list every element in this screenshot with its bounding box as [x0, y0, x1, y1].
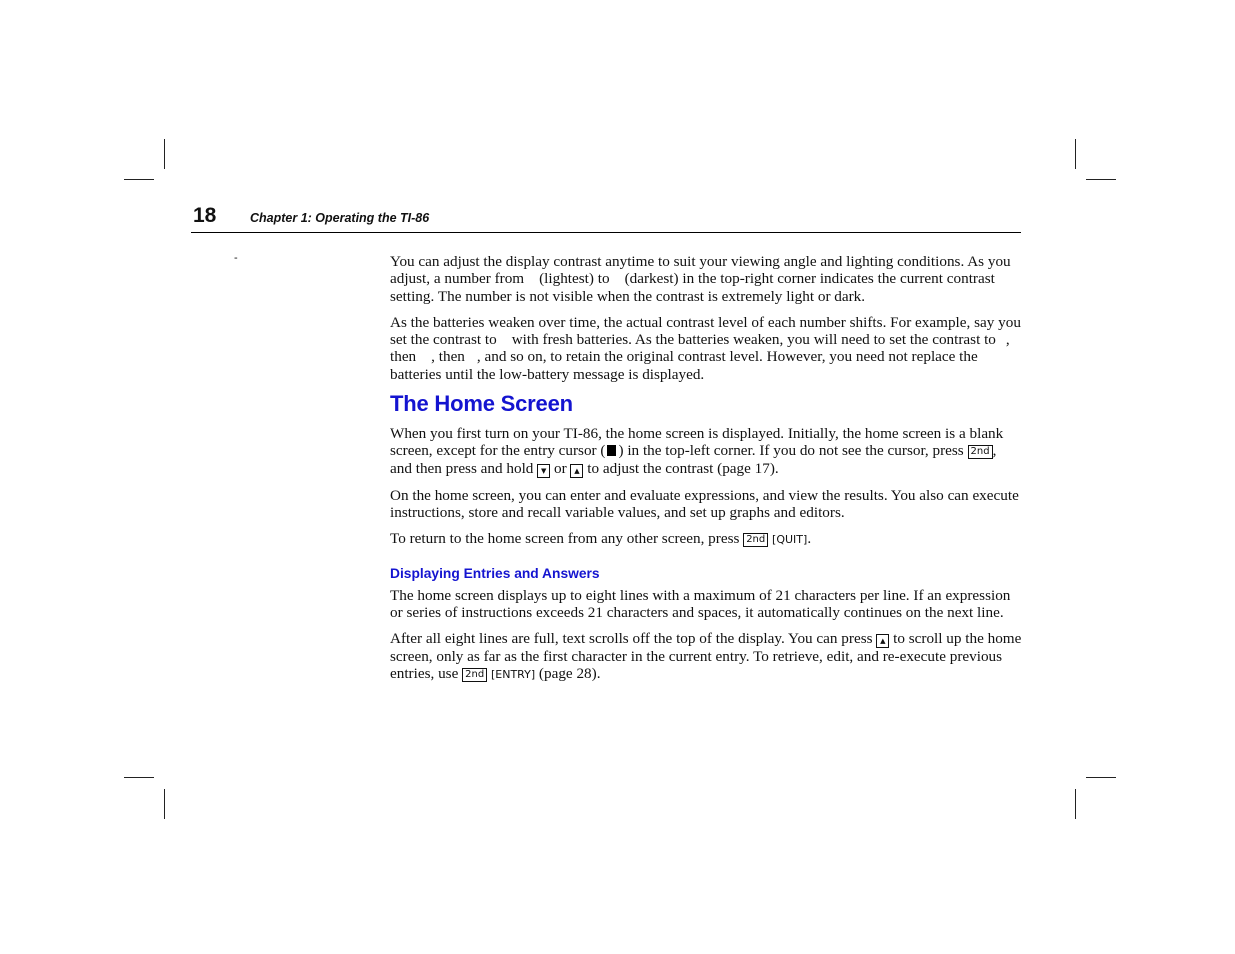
quit-key: [QUIT] [772, 533, 808, 547]
crop-mark [124, 179, 154, 180]
second-key: 2nd [462, 668, 487, 682]
arrow-down-icon: ▼ [537, 464, 550, 478]
contrast-paragraph-2: As the batteries weaken over time, the actual contrast level of each number shifts. For example, say you set the contrast to with fresh batteries. As the batteries weaken, you will need to set the contrast to , then , then , and so on, to retain the original contrast level. However, you need not replace the batteries until the low-battery message is displayed. [390, 313, 1021, 383]
second-key: 2nd [968, 445, 993, 459]
displaying-paragraph-1: The home screen displays up to eight lines with a maximum of 21 characters per line. If an expression or series of instructions exceeds 21 characters and spaces, it automatically continues on the next line. [390, 586, 1011, 621]
margin-mark: - [234, 252, 238, 264]
page-number: 18 [193, 204, 217, 227]
crop-mark [1075, 139, 1076, 169]
home-screen-paragraph-2: On the home screen, you can enter and evaluate expressions, and view the results. You also can execute instructions, store and recall variable values, and set up graphs and editors. [390, 486, 1019, 521]
entry-cursor-icon [607, 445, 616, 456]
chapter-title: Chapter 1: Operating the TI-86 [250, 211, 430, 225]
arrow-up-icon: ▲ [876, 634, 889, 648]
displaying-paragraph-2: After all eight lines are full, text scrolls off the top of the display. You can press ▲ to scroll up the home screen, only as far as the first character in the current entry. To retrieve, edit, and re-execute previous entries, use 2nd [ENTRY] (page 28). [390, 630, 1022, 683]
section-title-home-screen: The Home Screen [390, 391, 573, 417]
subsection-title-displaying: Displaying Entries and Answers [390, 565, 600, 581]
crop-mark [164, 139, 165, 169]
home-screen-paragraph-3: To return to the home screen from any other screen, press 2nd [QUIT]. [390, 530, 812, 548]
crop-mark [1086, 179, 1116, 180]
home-screen-paragraph-1: When you first turn on your TI-86, the home screen is displayed. Initially, the home screen is a blank screen, except for the entry cursor ( ) in the top-left corner. If you do not see the cursor, press 2nd , and then press and hold ▼ or ▲ to adjust the contrast (page 17). [390, 425, 1004, 477]
crop-mark [124, 777, 154, 778]
contrast-paragraph-1: You can adjust the display contrast anytime to suit your viewing angle and lighting conditions. As you adjust, a number from (lightest) to (darkest) in the top-right corner indicates the current contrast setting. The number is not visible when the contrast is extremely light or dark. [390, 253, 1011, 305]
arrow-up-icon: ▲ [570, 464, 583, 478]
page-content [390, 253, 1022, 693]
crop-mark [1086, 777, 1116, 778]
crop-mark [164, 789, 165, 819]
second-key: 2nd [743, 533, 768, 547]
header-rule [191, 232, 1021, 233]
crop-mark [1075, 789, 1076, 819]
entry-key: [ENTRY] [490, 668, 536, 682]
